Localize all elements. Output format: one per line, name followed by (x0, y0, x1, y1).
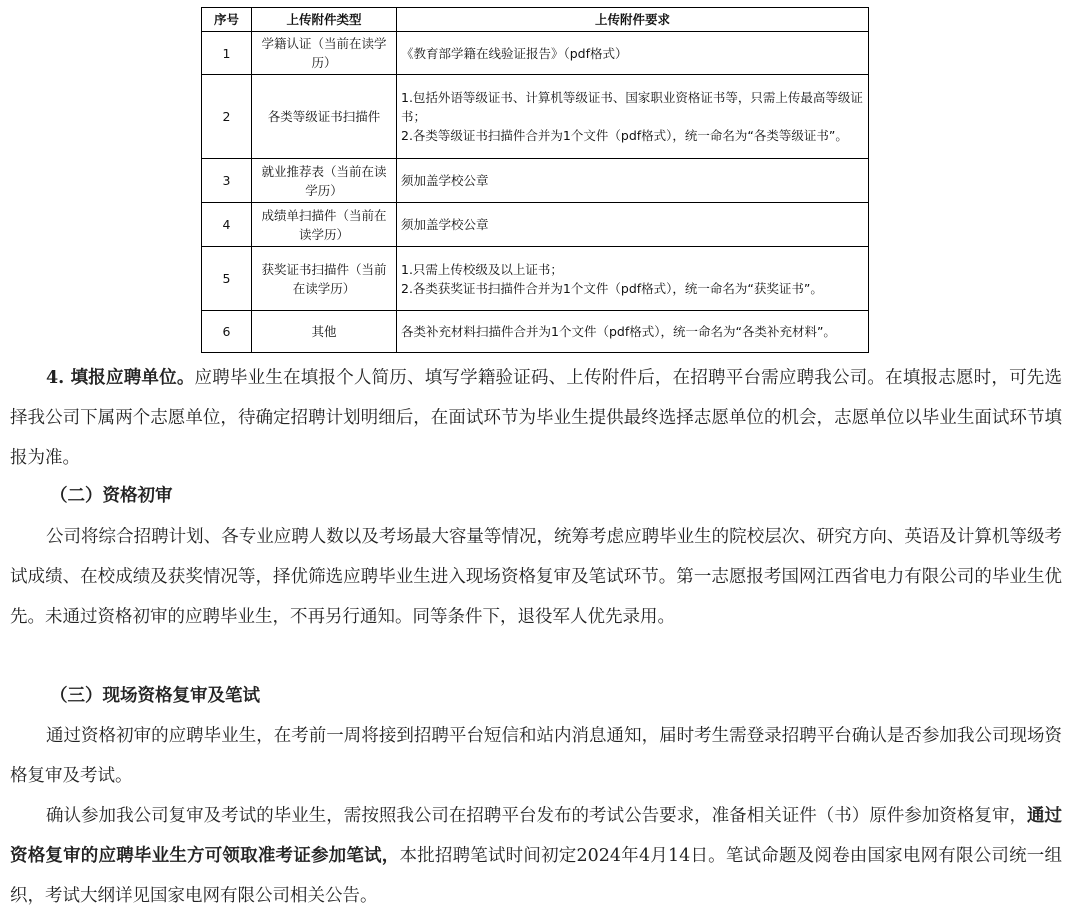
p2-bold-text: 通过资格复审的应聘毕业生方可领取准考证参加笔试， (10, 806, 1063, 866)
requirement-line: 须加盖学校公章 (401, 173, 489, 188)
row-type: 获奖证书扫描件（当前在读学历） (252, 247, 397, 311)
row-requirement (397, 247, 869, 311)
row-index: 1 (202, 32, 252, 75)
requirement-line: 须加盖学校公章 (401, 217, 489, 232)
qualification-review-paragraph: 公司将综合招聘计划、各专业应聘人数以及考场最大容量等情况，统筹考虑应聘毕业生的院校层次、研究方向、英语及计算机等级考试成绩、在校成绩及获奖情况等，择优筛选应聘毕业生进入现场资格复审及笔试环节。第一志愿报考国网江西省电力有限公司的毕业生优先。未通过资格初审的应聘毕业生，不再另行通知。同等条件下，退役军人优先录用。 (10, 527, 1062, 627)
table-row (202, 159, 869, 203)
requirement-line: 1.包括外语等级证书、计算机等级证书、国家职业资格证书等，只需上传最高等级证书； (401, 90, 863, 124)
heading-qualification-review: （二）资格初审 (50, 486, 173, 506)
table-row (202, 203, 869, 247)
row-index: 2 (202, 75, 252, 159)
table-row (202, 247, 869, 311)
table-row (202, 32, 869, 75)
row-index: 5 (202, 247, 252, 311)
row-requirement (397, 311, 869, 353)
row-type: 各类等级证书扫描件 (252, 75, 397, 159)
onsite-review-paragraph-1: 通过资格初审的应聘毕业生，在考前一周将接到招聘平台短信和站内消息通知，届时考生需登录招聘平台确认是否参加我公司现场资格复审及考试。 (10, 726, 1062, 786)
onsite-review-paragraph-2 (10, 796, 1062, 916)
row-type: 学籍认证（当前在读学历） (252, 32, 397, 75)
attachment-table (201, 7, 869, 353)
section-4-paragraph (10, 358, 1062, 478)
row-index: 4 (202, 203, 252, 247)
requirement-line: 各类补充材料扫描件合并为1个文件（pdf格式），统一命名为“各类补充材料”。 (401, 324, 836, 339)
row-type: 其他 (252, 311, 397, 353)
row-requirement (397, 75, 869, 159)
row-requirement (397, 159, 869, 203)
row-requirement (397, 203, 869, 247)
requirement-line: 《教育部学籍在线验证报告》（pdf格式） (401, 45, 628, 61)
p2-text-a: 确认参加我公司复审及考试的毕业生，需按照我公司在招聘平台发布的考试公告要求，准备相关证件（书）原件参加资格复审， (46, 806, 1027, 826)
row-type: 就业推荐表（当前在读学历） (252, 159, 397, 203)
table-row (202, 311, 869, 353)
requirement-line: 2.各类等级证书扫描件合并为1个文件（pdf格式），统一命名为“各类等级证书”。 (401, 128, 848, 143)
row-index: 6 (202, 311, 252, 353)
requirement-line: 2.各类获奖证书扫描件合并为1个文件（pdf格式），统一命名为“获奖证书”。 (401, 280, 823, 296)
requirement-line: 1.只需上传校级及以上证书； (401, 261, 563, 277)
col-header-requirement: 上传附件要求 (397, 8, 869, 32)
section-4-text: 应聘毕业生在填报个人简历、填写学籍验证码、上传附件后，在招聘平台需应聘我公司。在填报志愿时，可先选择我公司下属两个志愿单位，待确定招聘计划明细后，在面试环节为毕业生提供最终选择志愿单位的机会，志愿单位以毕业生面试环节填报为准。 (10, 368, 1062, 468)
p2-text-b: 本批招聘笔试时间初定2024年4月14日。笔试命题及阅卷由国家电网有限公司统一组织，考试大纲详见国家电网有限公司相关公告。 (10, 846, 1063, 906)
row-index: 3 (202, 159, 252, 203)
col-header-index: 序号 (202, 8, 252, 32)
row-requirement (397, 32, 869, 75)
table-row (202, 75, 869, 159)
row-type: 成绩单扫描件（当前在读学历） (252, 203, 397, 247)
heading-onsite-review-exam: （三）现场资格复审及笔试 (50, 686, 260, 706)
table-header-row (202, 8, 869, 32)
col-header-type: 上传附件类型 (252, 8, 397, 32)
section-4-title: 4. 填报应聘单位。 (46, 368, 195, 388)
